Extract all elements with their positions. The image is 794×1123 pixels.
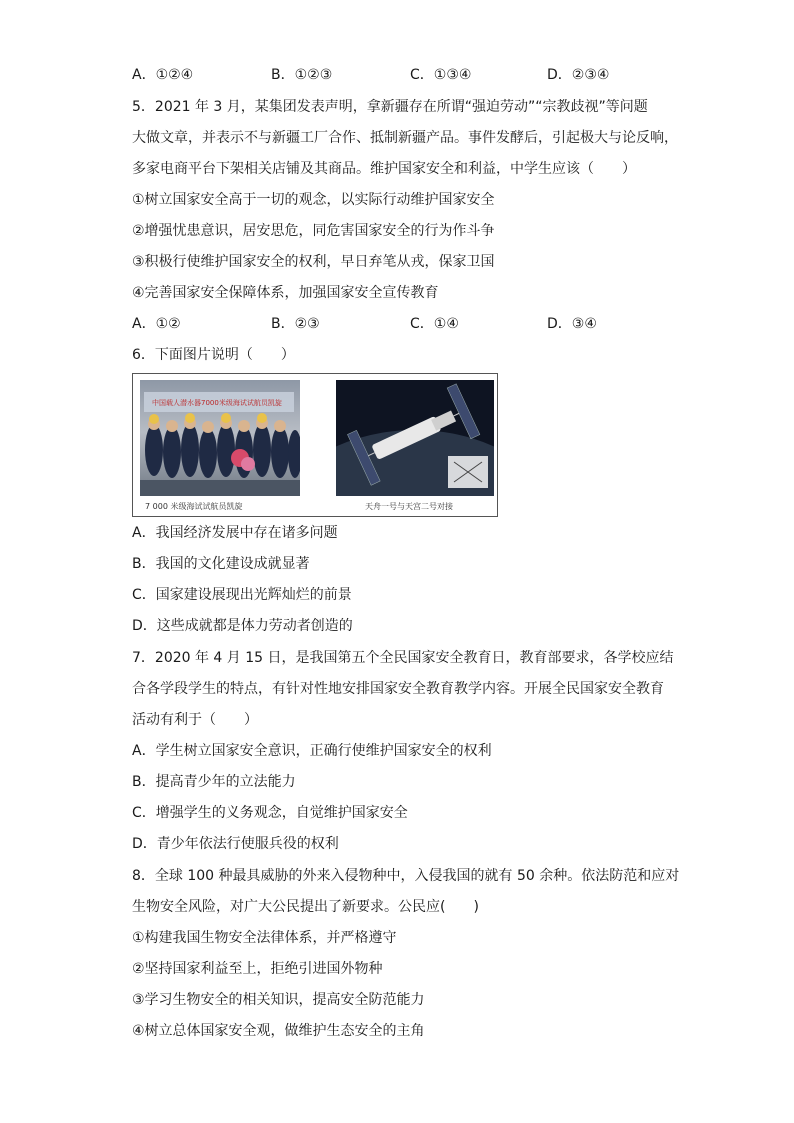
q7-option-d: D．青少年依法行使服兵役的权利 xyxy=(132,836,339,852)
q7-stem-line-2: 合各学段学生的特点，有针对性地安排国家安全教育教学内容。开展全民国家安全教育 xyxy=(132,681,664,697)
q4-option-d: D．②③④ xyxy=(547,67,610,83)
q6-option-b: B．我国的文化建设成就显著 xyxy=(132,556,310,572)
q5-option-c: C．①④ xyxy=(410,316,459,332)
q7-stem-line-1: 7．2020 年 4 月 15 日，是我国第五个全民国家安全教育日，教育部要求，各学校应结 xyxy=(132,650,674,666)
q4-option-b: B．①②③ xyxy=(271,67,333,83)
q6-option-c: C．国家建设展现出光辉灿烂的前景 xyxy=(132,587,352,603)
q8-item-1: ①构建我国生物安全法律体系，并严格遵守 xyxy=(132,930,397,946)
q7-stem-line-3: 活动有利于（ ） xyxy=(132,712,258,728)
q8-stem-line-2: 生物安全风险，对广大公民提出了新要求。公民应( ) xyxy=(132,899,479,915)
q7-option-a: A．学生树立国家安全意识，正确行使维护国家安全的权利 xyxy=(132,743,492,759)
q5-option-d: D．③④ xyxy=(547,316,597,332)
q6-option-a: A．我国经济发展中存在诸多问题 xyxy=(132,525,338,541)
q5-item-2: ②增强忧患意识，居安思危，同危害国家安全的行为作斗争 xyxy=(132,223,495,239)
caption-right: 天舟一号与天宫二号对接 xyxy=(365,502,453,511)
q8-stem-line-1: 8．全球 100 种最具威胁的外来入侵物种中，入侵我国的就有 50 余种。依法防范和应对 xyxy=(132,868,680,884)
q4-option-c: C．①③④ xyxy=(410,67,472,83)
q5-item-1: ①树立国家安全高于一切的观念，以实际行动维护国家安全 xyxy=(132,192,495,208)
q8-item-2: ②坚持国家利益至上，拒绝引进国外物种 xyxy=(132,961,383,977)
q6-stem: 6．下面图片说明（ ） xyxy=(132,347,295,363)
q8-item-4: ④树立总体国家安全观，做维护生态安全的主角 xyxy=(132,1023,425,1039)
crew-celebration-photo xyxy=(140,380,300,496)
q7-option-c: C．增强学生的义务观念，自觉维护国家安全 xyxy=(132,805,408,821)
q5-option-b: B．②③ xyxy=(271,316,320,332)
q4-option-a: A．①②④ xyxy=(132,67,194,83)
q6-option-d: D．这些成就都是体力劳动者创造的 xyxy=(132,618,353,634)
q5-item-3: ③积极行使维护国家安全的权利，早日弃笔从戎，保家卫国 xyxy=(132,254,495,270)
q8-item-3: ③学习生物安全的相关知识，提高安全防范能力 xyxy=(132,992,425,1008)
q5-option-a: A．①② xyxy=(132,316,181,332)
q7-option-b: B．提高青少年的立法能力 xyxy=(132,774,296,790)
spacecraft-docking-photo xyxy=(336,380,494,496)
q5-stem-line-2: 大做文章，并表示不与新疆工厂合作、抵制新疆产品。事件发酵后，引起极大与论反响， xyxy=(132,130,678,146)
q5-stem-line-3: 多家电商平台下架相关店铺及其商品。维护国家安全和利益，中学生应该（ ） xyxy=(132,161,636,177)
q6-figure xyxy=(132,373,498,517)
photo-banner-text: 中国载人潜水器7000米级海试试航员凯旋 xyxy=(152,399,282,407)
q5-item-4: ④完善国家安全保障体系，加强国家安全宣传教育 xyxy=(132,285,439,301)
caption-left: 7 000 米级海试试航员凯旋 xyxy=(145,502,243,511)
q5-stem-line-1: 5．2021 年 3 月，某集团发表声明，拿新疆存在所谓“强迫劳动”“宗教歧视”等问题 xyxy=(132,99,648,115)
